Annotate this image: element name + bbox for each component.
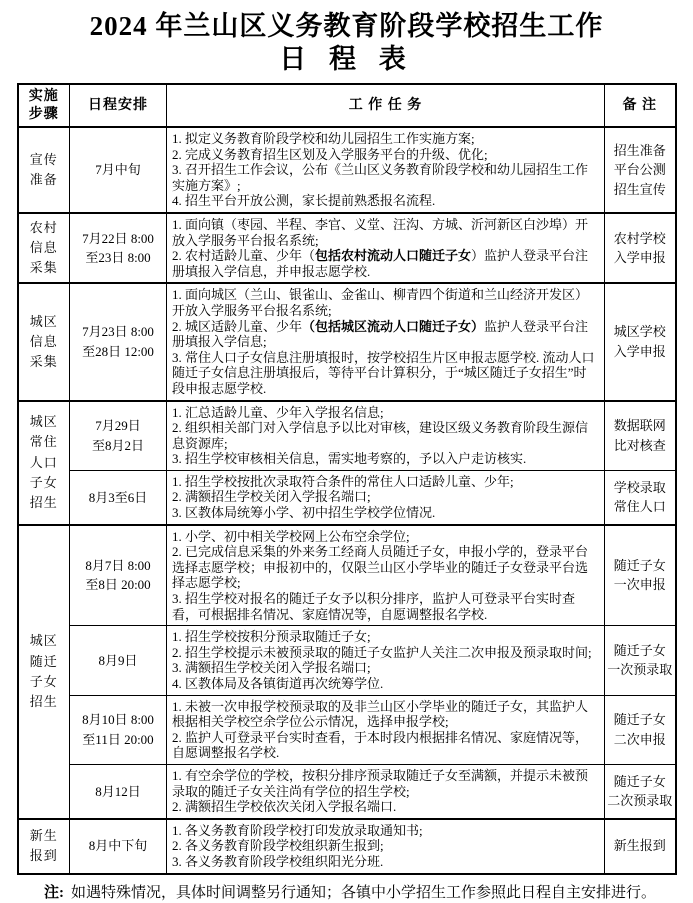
task-item: 1. 面向城区（兰山、银雀山、金雀山、柳青四个街道和兰山经济开发区）开放入学服务平台报名系统; xyxy=(172,287,589,318)
schedule-cell: 8月12日 xyxy=(70,764,167,818)
tasks-cell xyxy=(167,695,605,764)
step-cell: 城区 随迁 子女 招生 xyxy=(18,525,70,819)
header-row xyxy=(18,84,676,127)
table-row xyxy=(18,764,676,818)
schedule-table xyxy=(17,83,677,875)
task-item: 4. 招生平台开放公测，家长提前熟悉报名流程. xyxy=(172,193,436,209)
table-row xyxy=(18,127,676,213)
document-title xyxy=(0,10,693,76)
task-item: 3. 召开招生工作会议，公布《兰山区义务教育阶段学校和幼儿园招生工作实施方案》; xyxy=(172,162,589,193)
remark-cell: 学校录取 常住人口 xyxy=(605,470,676,524)
table-row xyxy=(18,401,676,471)
table-row xyxy=(18,695,676,764)
schedule-cell: 7月22日 8:00 至23日 8:00 xyxy=(70,213,167,283)
table-row xyxy=(18,626,676,695)
remark-cell: 新生报到 xyxy=(605,819,676,874)
task-item: 2. 组织相关部门对入学信息予以比对审核，建设区级义务教育阶段生源信息资源库; xyxy=(172,420,589,451)
tasks-cell xyxy=(167,283,605,400)
task-item: 3. 各义务教育阶段学校组织阳光分班. xyxy=(172,853,384,869)
remark-cell: 数据联网 比对核查 xyxy=(605,401,676,471)
tasks-cell xyxy=(167,127,605,213)
step-cell: 宣传 准备 xyxy=(18,127,70,213)
bold-text: 包括农村流动人口随迁子女 xyxy=(315,248,472,264)
step-cell: 农村 信息 采集 xyxy=(18,213,70,283)
task-item: 3. 常住人口子女信息注册填报时，按学校招生片区申报志愿学校. 流动人口随迁子女信息注册填报后，等待平台计算积分，于“城区随迁子女招生”时段申报志愿学校. xyxy=(172,349,595,396)
tasks-cell xyxy=(167,213,605,283)
title-line-1: 2024 年兰山区义务教育阶段学校招生工作 xyxy=(89,11,604,41)
schedule-cell: 7月29日 至8月2日 xyxy=(70,401,167,471)
schedule-cell: 7月中旬 xyxy=(70,127,167,213)
table-row xyxy=(18,470,676,524)
task-item: 1. 汇总适龄儿童、少年入学报名信息; xyxy=(172,404,384,420)
footnote-text: 如遇特殊情况，具体时间调整另行通知；各镇中小学招生工作参照此日程自主安排进行。 xyxy=(71,884,657,901)
schedule-table-body xyxy=(18,127,676,874)
step-cell: 城区 信息 采集 xyxy=(18,283,70,400)
table-row xyxy=(18,213,676,283)
schedule-cell: 8月3至6日 xyxy=(70,470,167,524)
remark-cell: 随迁子女 一次预录取 xyxy=(605,626,676,695)
remark-cell: 随迁子女 一次申报 xyxy=(605,525,676,626)
task-item: 2. 招生学校提示未被预录取的随迁子女监护人关注二次申报及预录取时间; xyxy=(172,644,592,660)
column-header: 实施 步骤 xyxy=(18,84,70,127)
task-item: 1. 拟定义务教育阶段学校和幼儿园招生工作实施方案; xyxy=(172,131,475,146)
remark-cell: 城区学校 入学申报 xyxy=(605,283,676,400)
column-header: 日程安排 xyxy=(70,84,167,127)
task-item: 1. 小学、初中相关学校网上公布空余学位; xyxy=(172,528,410,544)
tasks-cell xyxy=(167,764,605,818)
task-item: 4. 区教体局及各镇街道再次统筹学位. xyxy=(172,676,384,691)
remark-cell: 农村学校 入学申报 xyxy=(605,213,676,283)
step-cell: 新生 报到 xyxy=(18,819,70,874)
tasks-cell xyxy=(167,626,605,695)
task-item: 1. 有空余学位的学校，按积分排序预录取随迁子女至满额，并提示未被预录取的随迁子女关注尚有学位的招生学校; xyxy=(172,767,589,799)
task-item: 2. 城区适龄儿童、少年（包括城区流动人口随迁子女）监护人登录平台注册填报入学信息; xyxy=(172,318,589,350)
task-item: 3. 满额招生学校关闭入学报名端口; xyxy=(172,660,371,676)
schedule-cell: 7月23日 8:00 至28日 12:00 xyxy=(70,283,167,400)
task-item: 1. 面向镇（枣园、半程、李官、义堂、汪沟、方城、沂河新区白沙埠）开放入学服务平台报名系统; xyxy=(172,216,589,248)
column-header: 备 注 xyxy=(605,84,676,127)
task-item: 1. 未被一次申报学校预录取的及非兰山区小学毕业的随迁子女，其监护人根据相关学校空余学位公示情况，选择申报学校; xyxy=(172,698,589,730)
schedule-cell: 8月10日 8:00 至11日 20:00 xyxy=(70,695,167,764)
task-item: 2. 农村适龄儿童、少年（包括农村流动人口随迁子女）监护人登录平台注册填报入学信息，并申报志愿学校. xyxy=(172,248,589,279)
title-line-2: 日 程 表 xyxy=(279,44,414,74)
schedule-cell: 8月中下旬 xyxy=(70,819,167,874)
task-item: 1. 招生学校按批次录取符合条件的常住人口适龄儿童、少年; xyxy=(172,473,514,489)
table-row xyxy=(18,819,676,874)
task-item: 2. 完成义务教育招生区划及入学服务平台的升级、优化; xyxy=(172,146,488,162)
table-row xyxy=(18,525,676,626)
bold-text: （包括城区流动人口随迁子女） xyxy=(302,318,485,334)
remark-cell: 随迁子女 二次预录取 xyxy=(605,764,676,818)
tasks-cell xyxy=(167,819,605,874)
task-item: 2. 满额招生学校关闭入学报名端口; xyxy=(172,489,371,505)
tasks-cell xyxy=(167,525,605,626)
task-item: 3. 招生学校审核相关信息，需实地考察的，予以入户走访核实. xyxy=(172,451,527,467)
schedule-cell: 8月7日 8:00 至8日 20:00 xyxy=(70,525,167,626)
task-item: 2. 各义务教育阶段学校组织新生报到; xyxy=(172,838,384,854)
task-item: 1. 招生学校按积分预录取随迁子女; xyxy=(172,629,371,645)
footnote-label: 注: xyxy=(44,884,64,901)
task-item: 2. 监护人可登录平台实时查看，于本时段内根据排名情况、家庭情况等，自愿调整报名学校. xyxy=(172,729,589,761)
table-row xyxy=(18,283,676,400)
remark-cell: 招生准备 平台公测 招生宣传 xyxy=(605,127,676,213)
task-item: 2. 满额招生学校依次关闭入学报名端口. xyxy=(172,799,397,815)
task-item: 2. 已完成信息采集的外来务工经商人员随迁子女，申报小学的，登录平台选择志愿学校；申报初中的，仅限兰山区小学毕业的随迁子女登录平台选择志愿学校; xyxy=(172,544,589,591)
column-header: 工 作 任 务 xyxy=(167,84,605,127)
task-item: 3. 招生学校对报名的随迁子女予以积分排序，监护人可登录平台实时查看，可根据排名情况、家庭情况等，自愿调整报名学校. xyxy=(172,591,576,622)
footnote xyxy=(44,884,693,903)
tasks-cell xyxy=(167,401,605,471)
task-item: 1. 各义务教育阶段学校打印发放录取通知书; xyxy=(172,822,423,838)
step-cell: 城区 常住 人口 子女 招生 xyxy=(18,401,70,525)
schedule-cell: 8月9日 xyxy=(70,626,167,695)
task-item: 3. 区教体局统筹小学、初中招生学校学位情况. xyxy=(172,505,436,521)
tasks-cell xyxy=(167,470,605,524)
remark-cell: 随迁子女 二次申报 xyxy=(605,695,676,764)
